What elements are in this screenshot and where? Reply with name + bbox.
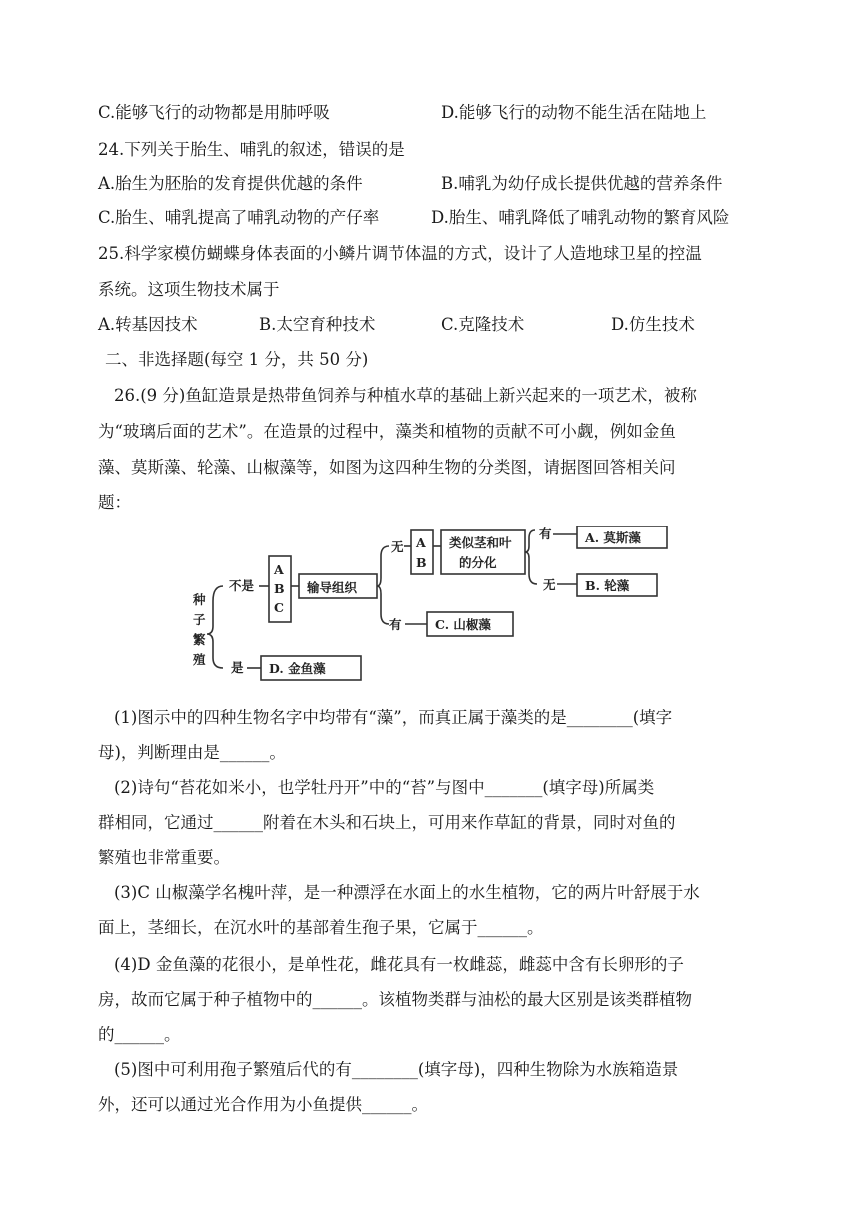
- diagram-label-have-2: 有: [539, 526, 552, 541]
- q26-3-line1: (3)C 山椒藻学名槐叶萍，是一种漂浮在水面上的水生植物，它的两片叶舒展于水: [114, 883, 700, 902]
- box-b-label: B. 轮藻: [585, 578, 630, 593]
- abc-c: C: [274, 600, 284, 615]
- q25-option-a: A.转基因技术: [98, 315, 198, 334]
- box-a-label: A. 莫斯藻: [585, 530, 641, 545]
- q26-intro-line3: 藻、莫斯藻、轮藻、山椒藻等，如图为这四种生物的分类图，请据图回答相关问: [98, 458, 676, 477]
- q26-4-line1: (4)D 金鱼藻的花很小，是单性花，雌花具有一枚雌蕊，雌蕊中含有长卵形的子: [114, 955, 684, 974]
- q25-option-c: C.克隆技术: [441, 315, 525, 334]
- vascular-label: 输导组织: [307, 580, 358, 595]
- q26-3-line2: 面上，茎细长，在沉水叶的基部着生孢子果，它属于______。: [98, 918, 544, 937]
- q26-1-line2: 母)，判断理由是______。: [98, 743, 286, 762]
- q26-intro-line4: 题：: [98, 493, 131, 512]
- q24-option-c: C.胎生、哺乳提高了哺乳动物的产仔率: [98, 208, 380, 227]
- q25-option-b: B.太空育种技术: [259, 315, 376, 334]
- diagram-label-not: 不是: [229, 578, 255, 593]
- diagram-root-char-3: 繁: [193, 632, 206, 647]
- q24-stem: 24.下列关于胎生、哺乳的叙述，错误的是: [98, 140, 405, 159]
- vascular-brace: [377, 546, 389, 624]
- box-d-label: D. 金鱼藻: [269, 661, 326, 676]
- abc-b: B: [274, 581, 285, 596]
- classification-diagram: [183, 526, 673, 688]
- section-heading: 二、非选择题(每空 1 分，共 50 分): [105, 350, 369, 369]
- diagram-root-char-1: 种: [193, 592, 206, 607]
- q24-option-a: A.胎生为胚胎的发育提供优越的条件: [98, 174, 363, 193]
- diagram-root-char-2: 子: [193, 612, 206, 627]
- q26-5-line2: 外，还可以通过光合作用为小鱼提供______。: [98, 1095, 428, 1114]
- q23-option-d: D.能够飞行的动物不能生活在陆地上: [441, 103, 707, 122]
- box-c-label: C. 山椒藻: [435, 617, 491, 632]
- stem-leaf-line1: 类似茎和叶: [449, 535, 512, 550]
- ab-b: B: [416, 555, 427, 570]
- q26-5-line1: (5)图中可利用孢子繁殖后代的有________(填字母)，四种生物除为水族箱造景: [114, 1060, 679, 1079]
- q26-intro-line1: 26.(9 分)鱼缸造景是热带鱼饲养与种植水草的基础上新兴起来的一项艺术，被称: [114, 386, 697, 405]
- q26-2-line2: 群相同，它通过______附着在木头和石块上，可用来作草缸的背景，同时对鱼的: [98, 813, 676, 832]
- q23-option-c: C.能够飞行的动物都是用肺呼吸: [98, 103, 330, 122]
- diagram-label-none-1: 无: [391, 539, 404, 554]
- diagram-label-is: 是: [231, 660, 244, 675]
- q26-1-line1: (1)图示中的四种生物名字中均带有“藻”，而真正属于藻类的是________(填字: [114, 708, 673, 727]
- root-brace: [207, 586, 223, 668]
- stem-leaf-brace: [525, 530, 537, 584]
- diagram-root-char-4: 殖: [193, 652, 206, 667]
- q26-2-line3: 繁殖也非常重要。: [98, 848, 230, 867]
- q26-intro-line2: 为“玻璃后面的艺术”。在造景的过程中，藻类和植物的贡献不可小觑，例如金鱼: [98, 422, 676, 441]
- diagram-label-none-2: 无: [543, 577, 556, 592]
- q26-4-line3: 的______。: [98, 1025, 181, 1044]
- q25-stem-line2: 系统。这项生物技术属于: [98, 280, 280, 299]
- abc-a: A: [274, 562, 284, 577]
- q25-stem-line1: 25.科学家模仿蝴蝶身体表面的小鳞片调节体温的方式，设计了人造地球卫星的控温: [98, 244, 702, 263]
- stem-leaf-line2: 的分化: [459, 555, 497, 570]
- q26-2-line1: (2)诗句“苔花如米小，也学牡丹开”中的“苔”与图中_______(填字母)所属类: [114, 778, 655, 797]
- q24-option-b: B.哺乳为幼仔成长提供优越的营养条件: [441, 174, 723, 193]
- q24-option-d: D.胎生、哺乳降低了哺乳动物的繁育风险: [431, 208, 730, 227]
- q25-option-d: D.仿生技术: [611, 315, 695, 334]
- diagram-label-have-1: 有: [389, 617, 402, 632]
- ab-a: A: [416, 535, 426, 550]
- q26-4-line2: 房，故而它属于种子植物中的______。该植物类群与油松的最大区别是该类群植物: [98, 990, 692, 1009]
